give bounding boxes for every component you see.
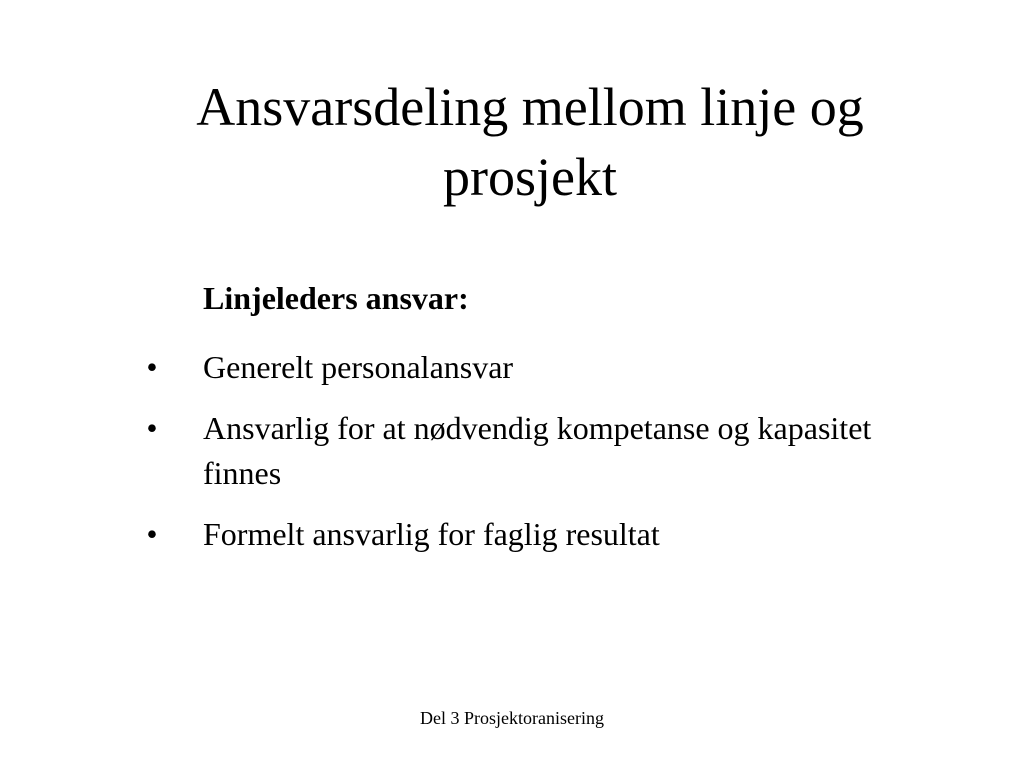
bullet-list [0, 345, 1024, 573]
list-item [0, 512, 903, 557]
slide-title-line-2: prosjekt [443, 147, 617, 207]
bullet-text: Generelt personalansvar [203, 349, 514, 385]
bullet-text: Ansvarlig for at nødvendig kompetanse og kapasitet finnes [203, 410, 872, 491]
bullet-text: Formelt ansvarlig for faglig resultat [203, 516, 660, 552]
slide-title [40, 72, 1020, 212]
list-item [0, 406, 903, 496]
slide-title-line-1: Ansvarsdeling mellom linje og [196, 77, 864, 137]
bullet-icon: • [146, 516, 158, 552]
slide-footer: Del 3 Prosjektoranisering [420, 708, 604, 728]
bullet-icon: • [146, 349, 158, 385]
subheading: Linjeleders ansvar: [203, 280, 469, 316]
bullet-icon: • [146, 410, 158, 446]
list-item [0, 345, 903, 390]
